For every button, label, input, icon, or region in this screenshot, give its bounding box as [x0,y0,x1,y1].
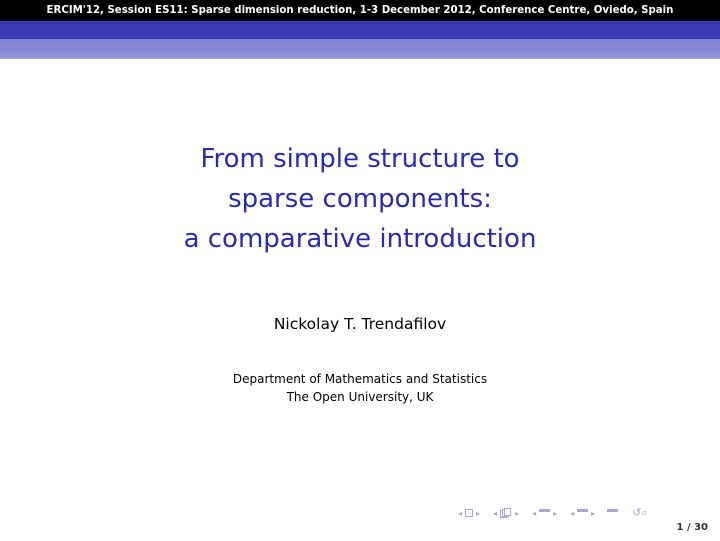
header-band-light [0,39,720,59]
align-icon[interactable] [607,509,618,518]
navigation-controls [456,505,648,521]
affiliation-line-1: Department of Mathematics and Statistics [232,372,488,386]
frames-icon[interactable] [500,508,512,518]
header-band-dark [0,21,720,39]
page-number: 1 / 30 [676,522,708,533]
headline-text: ERCIM'12, Session ES11: Sparse dimension reduction, 1-3 December 2012, Conference Centre, Oviedo, Spain [46,5,674,16]
nav-frame-prev-icon[interactable]: ◂ [458,508,463,518]
title-line-2: sparse components: [228,184,492,214]
nav-subsection-group [568,509,597,518]
nav-frames-prev-icon[interactable]: ◂ [493,508,498,518]
nav-frame-next-icon[interactable]: ▸ [476,508,481,518]
nav-frame-group [456,509,482,518]
affiliation [0,370,720,406]
nav-section-group [530,509,559,518]
nav-section-prev-icon[interactable]: ◂ [532,508,537,518]
headline-bar [0,0,720,21]
subsection-lines-icon[interactable] [577,509,588,518]
section-lines-icon[interactable] [539,509,550,518]
nav-subsection-prev-icon[interactable]: ◂ [570,508,575,518]
slide-title [0,139,720,259]
title-line-1: From simple structure to [200,144,520,174]
nav-subsection-next-icon[interactable]: ▸ [591,508,596,518]
nav-align-group [606,509,619,518]
frame-box-icon[interactable] [465,509,473,517]
author-name: Nickolay T. Trendafilov [273,315,447,333]
affiliation-line-2: The Open University, UK [286,390,434,404]
title-line-3: a comparative introduction [183,224,537,254]
nav-section-next-icon[interactable]: ▸ [553,508,558,518]
nav-frames-next-icon[interactable]: ▸ [515,508,520,518]
search-icon[interactable]: ↺⌕ [632,506,648,519]
nav-frames-group [491,508,521,518]
